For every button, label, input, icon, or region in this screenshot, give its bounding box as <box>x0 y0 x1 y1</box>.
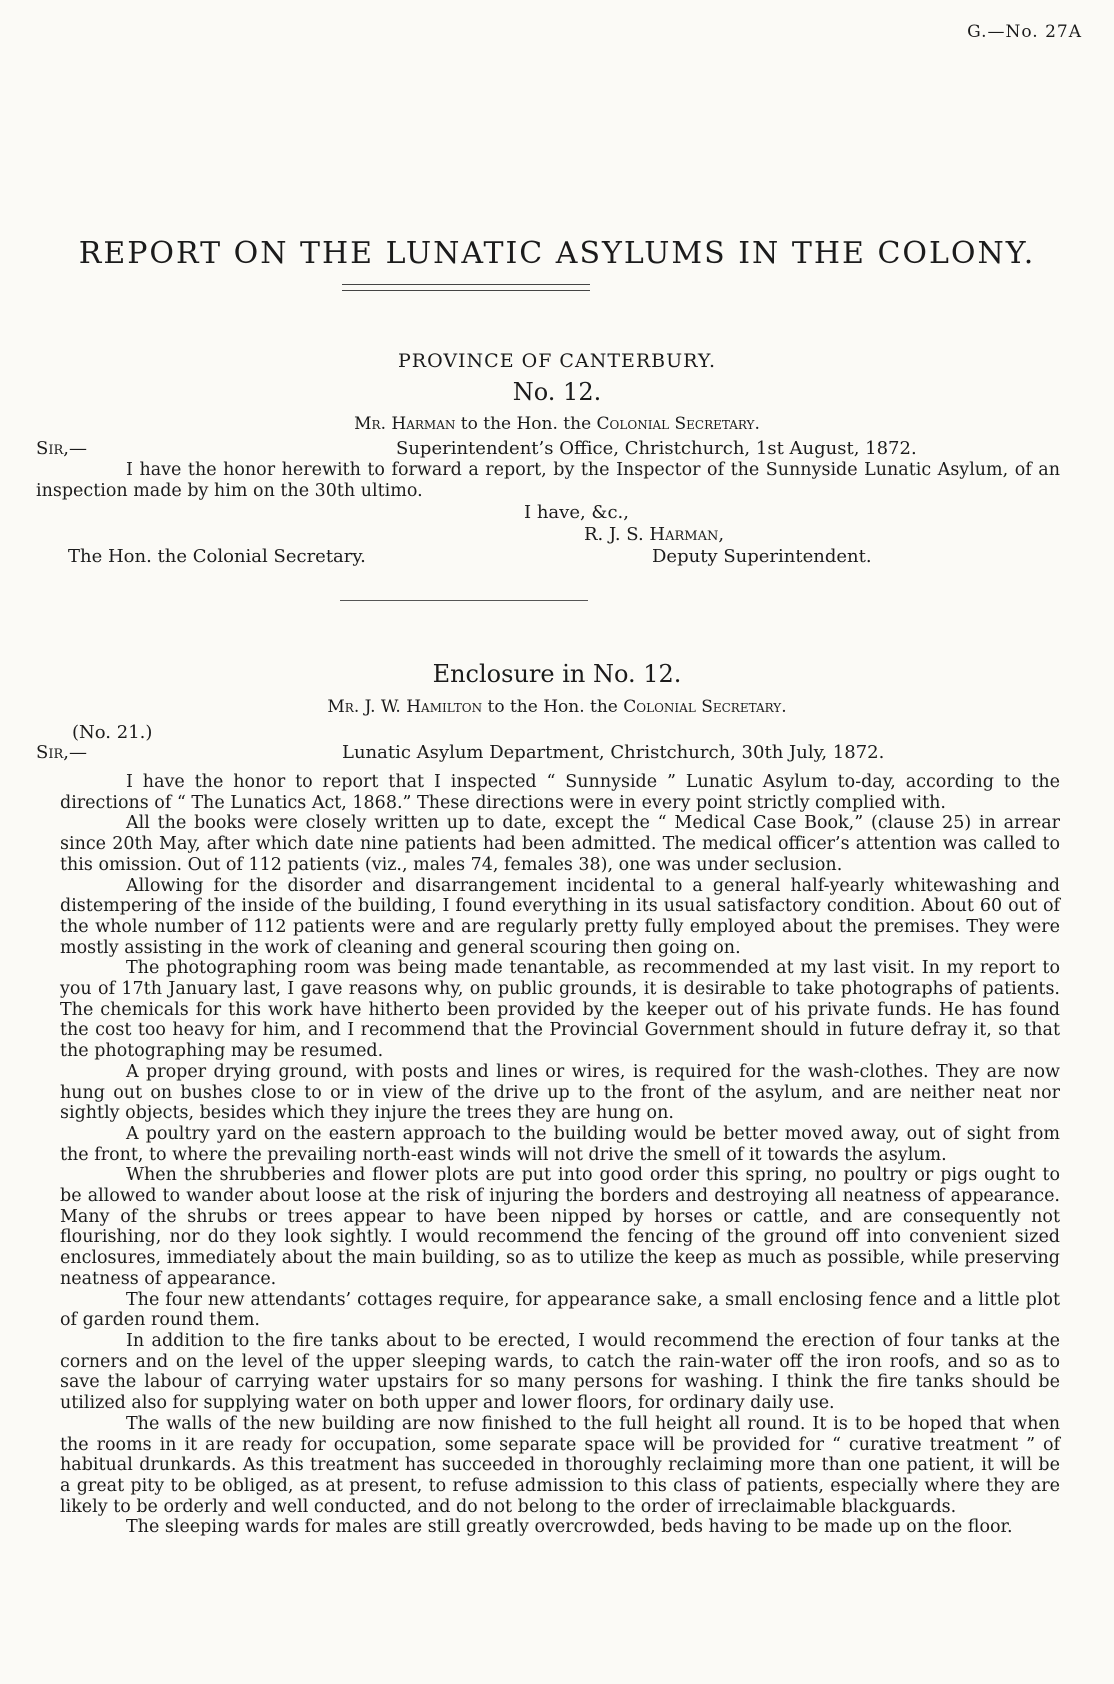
letter-to-title: Colonial Secretary. <box>596 414 760 434</box>
enclosure-paragraph: A poultry yard on the eastern approach to the building would be better moved away, out of sight from the front, to where the prevailing north-east winds will not drive the smell of it towards the asylum. <box>60 1123 1060 1165</box>
enclosure-paragraph: In addition to the fire tanks about to be erected, I would recommend the erection of four tanks at the corners and on the level of the upper sleeping wards, to catch the rain-water off the iron roofs, and so as to save the labour of carrying water upstairs for so many persons for washing. I think the fire tanks should be utilized also for supplying water on both upper and lower floors, for ordinary daily use. <box>60 1330 1060 1414</box>
enclosure-body <box>60 772 1060 1538</box>
province-heading: PROVINCE OF CANTERBURY. <box>398 350 716 372</box>
enclosure-salutation: Sir,— <box>36 742 87 763</box>
letter-from-name: Mr. Harman <box>354 414 456 434</box>
letter-address-line <box>0 414 1114 434</box>
enclosure-to-text: to the Hon. the <box>487 697 618 717</box>
page-reference: G.—No. 27A <box>967 22 1082 42</box>
letter-body: I have the honor herewith to forward a report, by the Inspector of the Sunnyside Lunatic Asylum, of an inspection made by him on the 30th ultimo. <box>36 460 1060 502</box>
enclosure-heading: Enclosure in No. 12. <box>432 660 682 688</box>
enclosure-paragraph: The photographing room was being made tenantable, as recommended at my last visit. In my report to you of 17th January last, I gave reasons why, on public grounds, it is desirable to take photographs of patients. The chemicals for this work have hitherto been provided by the keeper out of his private funds. He has found the cost too heavy for him, and I recommend that the Provincial Government should in future defray it, so that the photographing may be resumed. <box>60 958 1060 1062</box>
letter-to-text: to the Hon. the <box>460 414 592 434</box>
enclosure-paragraph: The four new attendants’ cottages require, for appearance sake, a small enclosing fence and a little plot of garden round them. <box>60 1289 1060 1331</box>
enclosure-paragraph: The sleeping wards for males are still greatly overcrowded, beds having to be made up on the floor. <box>126 1517 1013 1538</box>
letter-salutation: Sir,— <box>36 438 87 459</box>
enclosure-paragraph: Allowing for the disorder and disarrangement incidental to a general half-yearly whitewashing and distempering of the inside of the building, I found everything in its usual satisfactory condition. About 60 out of the whole number of 112 patients were and are regularly pretty fully employed about the premises. They were mostly assisting in the work of cleaning and general scouring then going on. <box>60 875 1060 958</box>
letter-number: No. 12. <box>512 378 602 406</box>
letter-signer: R. J. S. Harman, <box>584 524 725 545</box>
letter-addressee: The Hon. the Colonial Secretary. <box>68 546 366 567</box>
enclosure-to-title: Colonial Secretary. <box>623 697 787 717</box>
enclosure-address-line <box>0 697 1114 717</box>
letter-signer-title: Deputy Superintendent. <box>652 546 872 567</box>
document-title: REPORT ON THE LUNATIC ASYLUMS IN THE COLONY. <box>78 236 1036 271</box>
enclosure-paragraph: When the shrubberies and flower plots are put into good order this spring, no poultry or pigs ought to be allowed to wander about loose at the risk of injuring the borders and destroying all neatness of appearance. Many of the shrubs or trees appear to have been nipped by horses or cattle, and are consequently not flourishing, nor do they look sightly. I would recommend the fencing of the ground off into convenient sized enclosures, immediately about the main building, so as to utilize the keep as much as possible, while preserving neatness of appearance. <box>60 1165 1060 1289</box>
enclosure-paragraph: I have the honor to report that I inspected “ Sunnyside ” Lunatic Asylum to-day, according to the directions of “ The Lunatics Act, 1868.” These directions were in every point strictly complied with. <box>60 772 1060 813</box>
enclosure-paragraph: A proper drying ground, with posts and lines or wires, is required for the wash-clothes. They are now hung out on bushes close to or in view of the drive up to the front of the asylum, and are neither neat nor sightly objects, besides which they injure the trees they are hung on. <box>60 1061 1060 1124</box>
enclosure-ref-number: (No. 21.) <box>72 722 153 743</box>
letter-closing: I have, &c., <box>524 502 629 523</box>
section-divider <box>340 600 588 601</box>
title-divider <box>342 284 590 291</box>
letter-place-date: Superintendent’s Office, Christchurch, 1st August, 1872. <box>396 438 917 459</box>
enclosure-from-name: Mr. J. W. Hamilton <box>327 697 483 717</box>
enclosure-place-date: Lunatic Asylum Department, Christchurch, 30th July, 1872. <box>342 742 885 763</box>
enclosure-paragraph: All the books were closely written up to date, except the “ Medical Case Book,” (clause 25) in arrear since 20th May, after which date nine patients had been admitted. The medical officer’s attention was called to this omission. Out of 112 patients (viz., males 74, females 38), one was under seclusion. <box>60 813 1060 875</box>
enclosure-paragraph: The walls of the new building are now finished to the full height all round. It is to be hoped that when the rooms in it are ready for occupation, some separate space will be provided for “ curative treatment ” of habitual drunkards. As this treatment has succeeded in thoroughly reclaiming more than one patient, it will be a great pity to be obliged, as at present, to refuse admission to this class of patients, especially where they are likely to be orderly and well conducted, and do not belong to the order of irreclaimable blackguards. <box>60 1413 1060 1517</box>
